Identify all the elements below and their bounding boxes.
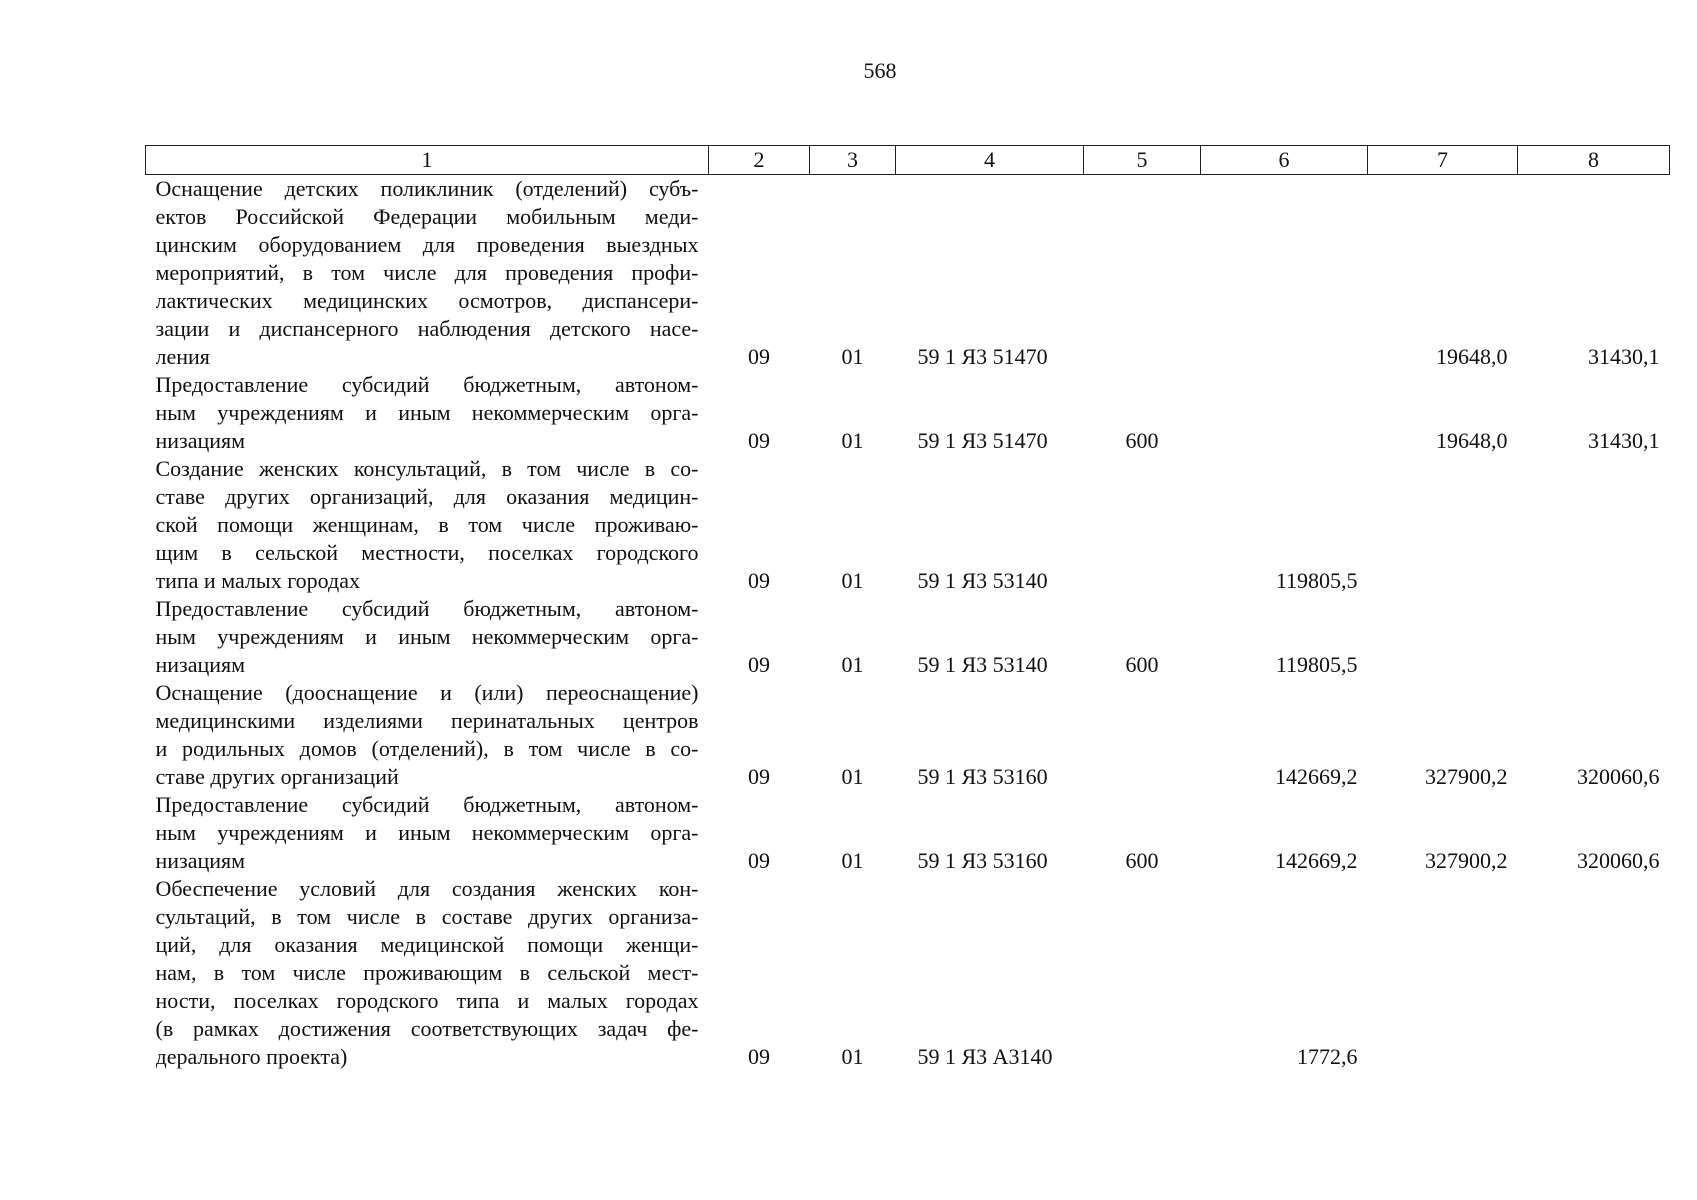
description-line: типа и малых городах bbox=[155, 568, 360, 593]
row-description bbox=[146, 455, 709, 595]
column-header-4: 4 bbox=[896, 146, 1084, 175]
row-description bbox=[146, 595, 709, 679]
subsection-code: 01 bbox=[841, 764, 864, 789]
target-article-code: 59 1 Я3 53160 bbox=[917, 848, 1048, 873]
description-line: ления bbox=[155, 344, 210, 369]
amount-year-2: 19648,0 bbox=[1436, 344, 1508, 369]
section-code: 09 bbox=[748, 568, 770, 593]
table-row bbox=[146, 175, 1670, 372]
expense-type-code: 600 bbox=[1125, 652, 1159, 677]
column-header-2: 2 bbox=[709, 146, 810, 175]
subsection-code: 01 bbox=[841, 344, 864, 369]
expense-type-code bbox=[1084, 875, 1201, 1071]
amount-year-1: 142669,2 bbox=[1275, 764, 1358, 789]
description-line: лактических медицинских осмотров, диспансери- bbox=[155, 288, 699, 313]
description-line: ным учреждениям и иным некоммерческим орга- bbox=[155, 400, 699, 425]
amount-year-2: 327900,2 bbox=[1425, 848, 1508, 873]
amount-year-2 bbox=[1368, 875, 1518, 1071]
amount-year-1: 119805,5 bbox=[1275, 652, 1358, 677]
column-header-8: 8 bbox=[1518, 146, 1670, 175]
amount-year-3 bbox=[1518, 595, 1670, 679]
subsection-code: 01 bbox=[841, 652, 864, 677]
expense-type-code bbox=[1084, 175, 1201, 372]
target-article-code: 59 1 Я3 53140 bbox=[917, 652, 1048, 677]
description-line: и родильных домов (отделений), в том числе в со- bbox=[155, 736, 699, 761]
description-line: Оснащение детских поликлиник (отделений) субъ- bbox=[155, 176, 699, 201]
description-line: низациям bbox=[155, 428, 246, 453]
subsection-code: 01 bbox=[841, 848, 864, 873]
row-description bbox=[146, 875, 709, 1071]
subsection-code: 01 bbox=[841, 428, 864, 453]
amount-year-3: 320060,6 bbox=[1577, 848, 1660, 873]
description-line: нам, в том числе проживающим в сельской мест- bbox=[155, 960, 699, 985]
amount-year-1: 142669,2 bbox=[1275, 848, 1358, 873]
amount-year-3 bbox=[1518, 875, 1670, 1071]
expense-type-code: 600 bbox=[1125, 428, 1159, 453]
amount-year-3: 31430,1 bbox=[1588, 428, 1660, 453]
row-description bbox=[146, 679, 709, 791]
amount-year-3 bbox=[1518, 455, 1670, 595]
description-line: ности, поселках городского типа и малых городах bbox=[155, 988, 699, 1013]
description-line: ской помощи женщинам, в том числе проживаю- bbox=[155, 512, 699, 537]
subsection-code: 01 bbox=[841, 568, 864, 593]
table-row bbox=[146, 371, 1670, 455]
description-line: низациям bbox=[155, 848, 246, 873]
table-row bbox=[146, 679, 1670, 791]
description-line: низациям bbox=[155, 652, 246, 677]
amount-year-3: 320060,6 bbox=[1577, 764, 1660, 789]
section-code: 09 bbox=[748, 428, 770, 453]
description-line: ным учреждениям и иным некоммерческим орга- bbox=[155, 624, 699, 649]
target-article-code: 59 1 Я3 53160 bbox=[917, 764, 1048, 789]
expense-type-code bbox=[1084, 679, 1201, 791]
amount-year-2 bbox=[1368, 455, 1518, 595]
description-line: мероприятий, в том числе для проведения профи- bbox=[155, 260, 699, 285]
description-line: Предоставление субсидий бюджетным, автоном- bbox=[155, 792, 699, 817]
amount-year-2: 19648,0 bbox=[1436, 428, 1508, 453]
column-header-6: 6 bbox=[1201, 146, 1368, 175]
table-body bbox=[146, 175, 1670, 1072]
section-code: 09 bbox=[748, 764, 770, 789]
expense-type-code bbox=[1084, 455, 1201, 595]
description-line: ставе других организаций bbox=[155, 764, 399, 789]
description-line: медицинскими изделиями перинатальных центров bbox=[155, 708, 699, 733]
amount-year-2 bbox=[1368, 595, 1518, 679]
column-header-5: 5 bbox=[1084, 146, 1201, 175]
description-line: щим в сельской местности, поселках городского bbox=[155, 540, 699, 565]
section-code: 09 bbox=[748, 652, 770, 677]
amount-year-2: 327900,2 bbox=[1425, 764, 1508, 789]
expense-type-code: 600 bbox=[1125, 848, 1159, 873]
description-line: Предоставление субсидий бюджетным, автоном- bbox=[155, 372, 699, 397]
table-row bbox=[146, 455, 1670, 595]
description-line: ным учреждениям и иным некоммерческим орга- bbox=[155, 820, 699, 845]
row-description bbox=[146, 175, 709, 372]
description-line: ектов Российской Федерации мобильным меди- bbox=[155, 204, 699, 229]
table-row bbox=[146, 791, 1670, 875]
description-line: Предоставление субсидий бюджетным, автоном- bbox=[155, 596, 699, 621]
section-code: 09 bbox=[748, 344, 770, 369]
section-code: 09 bbox=[748, 848, 770, 873]
row-description bbox=[146, 371, 709, 455]
table-row bbox=[146, 875, 1670, 1071]
target-article-code: 59 1 Я3 53140 bbox=[917, 568, 1048, 593]
table-header-row bbox=[146, 146, 1670, 175]
description-line: Оснащение (дооснащение и (или) переоснащение) bbox=[155, 680, 699, 705]
budget-table bbox=[145, 145, 1670, 1071]
description-line: зации и диспансерного наблюдения детского насе- bbox=[155, 316, 699, 341]
amount-year-1 bbox=[1201, 371, 1368, 455]
amount-year-3: 31430,1 bbox=[1588, 344, 1660, 369]
amount-year-1: 1772,6 bbox=[1297, 1044, 1358, 1069]
target-article-code: 59 1 Я3 51470 bbox=[917, 344, 1048, 369]
target-article-code: 59 1 Я3 А3140 bbox=[917, 1044, 1053, 1069]
amount-year-1: 119805,5 bbox=[1275, 568, 1358, 593]
description-line: сультаций, в том числе в составе других организа- bbox=[155, 904, 699, 929]
description-line: (в рамках достижения соответствующих задач фе- bbox=[155, 1016, 699, 1041]
description-line: Создание женских консультаций, в том числе в со- bbox=[155, 456, 699, 481]
description-line: дерального проекта) bbox=[155, 1044, 348, 1069]
row-description bbox=[146, 791, 709, 875]
description-line: цинским оборудованием для проведения выездных bbox=[155, 232, 699, 257]
description-line: ций, для оказания медицинской помощи женщи- bbox=[155, 932, 699, 957]
table-row bbox=[146, 595, 1670, 679]
subsection-code: 01 bbox=[841, 1044, 864, 1069]
description-line: Обеспечение условий для создания женских кон- bbox=[155, 876, 699, 901]
column-header-3: 3 bbox=[810, 146, 896, 175]
target-article-code: 59 1 Я3 51470 bbox=[917, 428, 1048, 453]
column-header-1: 1 bbox=[146, 146, 709, 175]
description-line: ставе других организаций, для оказания медицин- bbox=[155, 484, 699, 509]
column-header-7: 7 bbox=[1368, 146, 1518, 175]
page-number: 568 bbox=[863, 58, 897, 83]
section-code: 09 bbox=[748, 1044, 770, 1069]
amount-year-1 bbox=[1201, 175, 1368, 372]
